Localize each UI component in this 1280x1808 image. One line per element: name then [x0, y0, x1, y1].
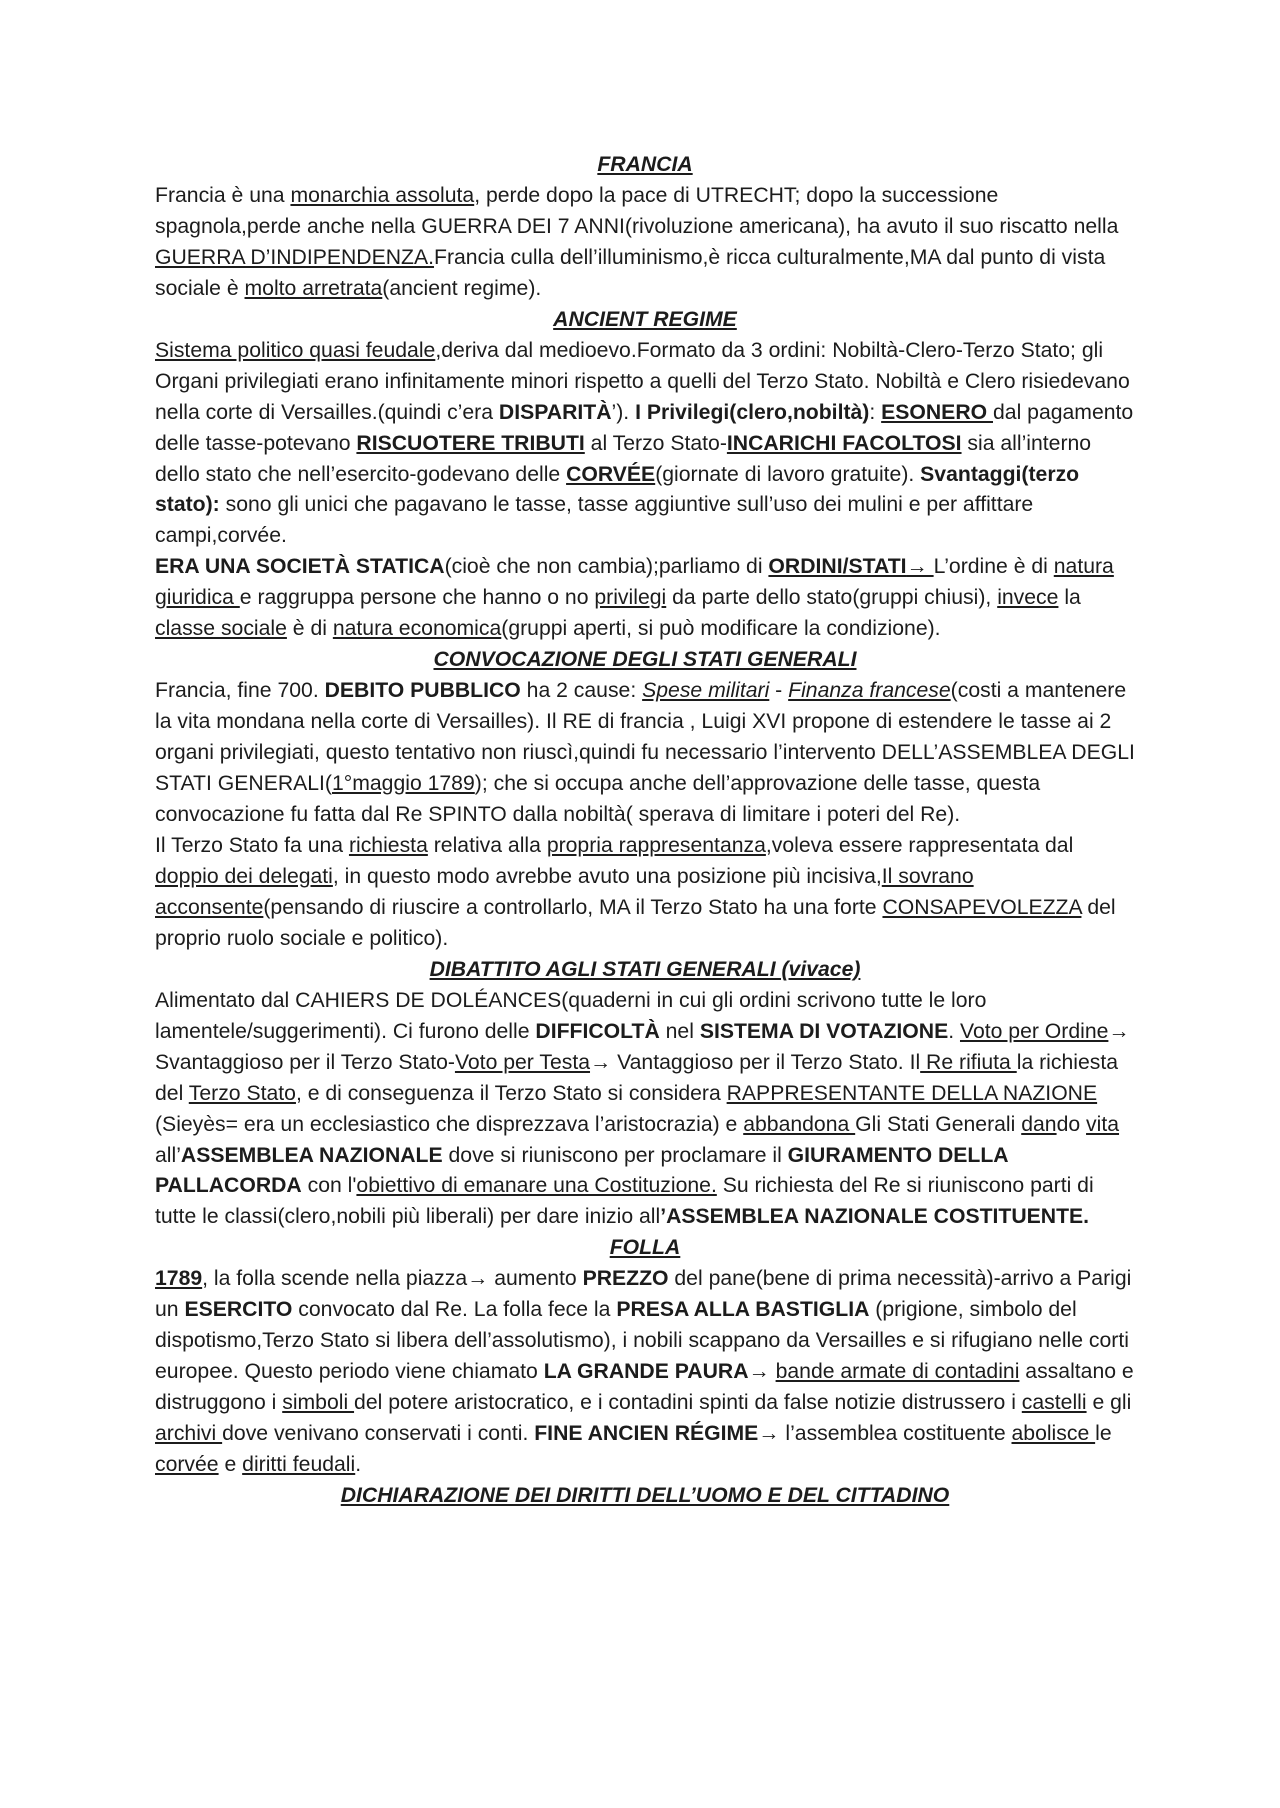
text-run: richiesta — [348, 833, 428, 857]
text-run: , la folla scende nella piazza→ aumento — [202, 1267, 583, 1291]
text-run: PRESA ALLA BASTIGLIA — [616, 1298, 870, 1322]
text-run: ORDINI/STATI — [768, 555, 907, 579]
text-run: del proprio ruolo sociale e politico). — [155, 895, 1116, 950]
text-run: → l’assemblea costituente — [758, 1422, 1012, 1446]
text-run: → — [906, 555, 934, 579]
text-run: le — [1095, 1422, 1112, 1446]
text-run: convocato dal Re. La folla fece la — [292, 1298, 617, 1322]
text-run: dove si riuniscono per proclamare il — [442, 1143, 788, 1167]
text-run: ’). — [611, 400, 636, 424]
text-run: GIURAMENTO DELLA PALLACORDA — [155, 1143, 1008, 1198]
text-run: castelli — [1021, 1391, 1087, 1415]
section-heading: DIBATTITO AGLI STATI GENERALI (vivace) — [429, 957, 861, 981]
text-run: DISPARITÀ — [498, 400, 612, 424]
text-run: e — [218, 1453, 243, 1477]
text-run: all’ — [155, 1143, 181, 1167]
text-run: (prigione, simbolo del dispotismo,Terzo Stato si libera dell’assolutismo), i nobili scappano da Versailles e si rifugiano nelle corti europee. Questo periodo viene chiamato — [155, 1298, 1129, 1384]
text-run: natura giuridica — [155, 555, 1114, 610]
text-run: classe sociale — [155, 617, 287, 641]
section-heading: FOLLA — [609, 1236, 681, 1260]
text-run: dan — [1021, 1112, 1057, 1136]
section-paragraph — [155, 1264, 1135, 1481]
text-run: dal pagamento delle tasse-potevano — [155, 400, 1134, 455]
text-run: ha 2 cause: — [520, 679, 643, 703]
text-run: (Sieyès= era un ecclesiastico che disprezzava l’aristocrazia) e — [155, 1112, 744, 1136]
text-run: Francia è una — [155, 183, 291, 207]
section-paragraph — [155, 986, 1135, 1234]
text-run: , e di conseguenza il Terzo Stato si considera — [295, 1081, 727, 1105]
text-run: I Privilegi(clero,nobiltà) — [635, 400, 870, 424]
text-run: Svantaggi(terzo stato): — [155, 462, 1080, 517]
text-run: (gruppi aperti, si può modificare la condizione). — [501, 617, 941, 641]
text-run: 1°maggio 1789 — [331, 772, 475, 796]
section-paragraph — [155, 181, 1135, 305]
text-run: abbandona — [743, 1112, 856, 1136]
document-page — [155, 150, 1135, 1512]
text-run: assaltano e distruggono i — [155, 1360, 1134, 1415]
text-run: nel — [659, 1019, 700, 1043]
text-run: RAPPRESENTANTE DELLA NAZIONE — [726, 1081, 1098, 1105]
text-run: obiettivo di emanare una Costituzione. — [356, 1174, 717, 1198]
text-run: ERA UNA SOCIETÀ STATICA — [155, 555, 445, 579]
text-run: ); che si occupa anche dell’approvazione delle tasse, questa convocazione fu fatta dal Re SPINTO dalla nobiltà( sperava di limitare i poteri del Re). — [155, 772, 1041, 827]
text-run: INCARICHI FACOLTOSI — [726, 431, 962, 455]
section-paragraph — [155, 676, 1135, 831]
section-paragraph — [155, 831, 1135, 955]
text-run: Il Terzo Stato fa una — [155, 833, 349, 857]
text-run: da parte dello stato(gruppi chiusi), — [666, 586, 998, 610]
text-run: diritti feudali — [242, 1453, 356, 1477]
section-paragraph — [155, 552, 1135, 645]
text-run: , in questo modo avrebbe avuto una posizione più incisiva, — [332, 864, 882, 888]
text-run: è di — [286, 617, 333, 641]
text-run: Gli Stati Generali — [855, 1112, 1022, 1136]
text-run: privilegi — [594, 586, 667, 610]
text-run: L’ordine è di — [933, 555, 1054, 579]
text-run: vita — [1086, 1112, 1120, 1136]
text-run: Sistema politico quasi feudale — [155, 338, 436, 362]
text-run: Spese militari — [642, 679, 770, 703]
text-run: (giornate di lavoro gratuite). — [655, 462, 921, 486]
section-heading: ANCIENT REGIME — [553, 307, 737, 331]
text-run: (costi a mantenere la vita mondana nella corte di Versailles). Il RE di francia , Luigi XVI propone di estendere le tasse ai 2 organi privilegiati, questo tentativo non riuscì,quindi fu necessario l’intervento DELL’ASSEMBLEA DEGLI STATI GENERALI( — [155, 679, 1135, 796]
text-run: 1789 — [155, 1267, 203, 1291]
text-run: bande armate di contadini — [775, 1360, 1020, 1384]
text-run: DEBITO PUBBLICO — [324, 679, 521, 703]
text-run: Francia culla dell’illuminismo,è ricca culturalmente,MA dal punto di vista sociale è — [155, 245, 1106, 300]
text-run: (cioè che non cambia);parliamo di — [444, 555, 769, 579]
text-run: al Terzo Stato- — [584, 431, 727, 455]
text-run: (pensando di riuscire a controllarlo, MA il Terzo Stato ha una forte — [263, 895, 883, 919]
text-run: → Svantaggioso per il Terzo Stato- — [155, 1019, 1130, 1074]
text-run: RISCUOTERE TRIBUTI — [356, 431, 585, 455]
text-run: corvée — [155, 1453, 219, 1477]
text-run: ESONERO — [881, 400, 993, 424]
text-run: relativa alla — [427, 833, 547, 857]
text-run: e raggruppa persone che hanno o no — [239, 586, 595, 610]
text-run: simboli — [282, 1391, 355, 1415]
text-run: Alimentato dal CAHIERS DE DOLÉANCES(quaderni in cui gli ordini scrivono tutte le loro lamentele/suggerimenti). Ci furono delle — [155, 988, 987, 1043]
text-run: con l' — [301, 1174, 357, 1198]
text-run: archivi — [155, 1422, 223, 1446]
text-run: sia all’interno dello stato che nell’esercito-godevano delle — [155, 431, 1092, 486]
text-run: del pane(bene di prima necessità)-arrivo a Parigi un — [155, 1267, 1132, 1322]
text-run: Francia, fine 700. — [155, 679, 325, 703]
text-run: del potere aristocratico, e i contadini spinti da false notizie distrussero i — [354, 1391, 1022, 1415]
text-run: sono gli unici che pagavano le tasse, tasse aggiuntive sull’uso dei mulini e per affittare campi,corvée. — [155, 493, 1034, 548]
text-run: la — [1058, 586, 1081, 610]
text-run: , perde dopo la pace di UTRECHT; dopo la successione spagnola,perde anche nella GUERRA DEI 7 ANNI(rivoluzione americana), ha avuto il suo riscatto nella — [155, 183, 1119, 238]
text-run: . — [355, 1453, 362, 1477]
text-run: Voto per Ordine — [959, 1019, 1109, 1043]
text-run: . — [948, 1019, 960, 1043]
section-heading: CONVOCAZIONE DEGLI STATI GENERALI — [433, 648, 857, 672]
text-run: monarchia assoluta — [290, 183, 475, 207]
text-run: invece — [997, 586, 1059, 610]
section-heading: DICHIARAZIONE DEI DIRITTI DELL’UOMO E DEL CITTADINO — [340, 1483, 950, 1507]
text-run: ’ASSEMBLEA NAZIONALE COSTITUENTE. — [660, 1205, 1090, 1229]
text-run: PREZZO — [582, 1267, 669, 1291]
text-run: dove venivano conservati i conti. — [222, 1422, 535, 1446]
text-run: la richiesta del — [155, 1050, 1119, 1105]
section-heading: FRANCIA — [597, 153, 693, 176]
text-run: e gli — [1086, 1391, 1132, 1415]
text-run: molto arretrata — [244, 276, 383, 300]
text-run: ,voleva essere rappresentata dal — [765, 833, 1074, 857]
text-run: Su richiesta del Re si riuniscono parti di tutte le classi(clero,nobili più liberali) per dare inizio all — [155, 1174, 1094, 1229]
text-run: (ancient regime). — [382, 276, 542, 300]
text-run: GUERRA D’INDIPENDENZA. — [155, 245, 435, 269]
text-run: DIFFICOLTÀ — [535, 1019, 660, 1043]
text-run: : — [869, 400, 882, 424]
text-run: ASSEMBLEA NAZIONALE — [180, 1143, 443, 1167]
text-run: Re rifiuta — [920, 1050, 1017, 1074]
text-run: ESERCITO — [184, 1298, 293, 1322]
text-run: FINE ANCIEN RÉGIME — [534, 1422, 759, 1446]
text-run: → — [748, 1360, 776, 1384]
text-run: ,deriva dal medioevo.Formato da 3 ordini: Nobiltà-Clero-Terzo Stato; gli Organi privilegiati erano infinitamente minori rispetto a quelli del Terzo Stato. Nobiltà e Clero risiedevano nella corte di Versailles.(quindi c’era — [155, 338, 1130, 424]
text-run: SISTEMA DI VOTAZIONE — [699, 1019, 949, 1043]
text-run: abolisce — [1011, 1422, 1096, 1446]
text-run: Finanza francese — [788, 679, 951, 703]
text-run: LA GRANDE PAURA — [543, 1360, 749, 1384]
text-run: CORVÉE — [566, 462, 656, 486]
text-run: Il sovrano acconsente — [155, 864, 974, 919]
text-run: Voto per Testa — [454, 1050, 591, 1074]
text-run: do — [1056, 1112, 1087, 1136]
text-run: natura economica — [332, 617, 502, 641]
text-run: Terzo Stato — [188, 1081, 296, 1105]
text-run: propria rappresentanza — [546, 833, 766, 857]
text-run: CONSAPEVOLEZZA — [882, 895, 1082, 919]
text-run: doppio dei delegati — [155, 864, 333, 888]
text-run: - — [769, 679, 789, 703]
section-paragraph — [155, 336, 1135, 553]
text-run: → Vantaggioso per il Terzo Stato. Il — [590, 1050, 921, 1074]
